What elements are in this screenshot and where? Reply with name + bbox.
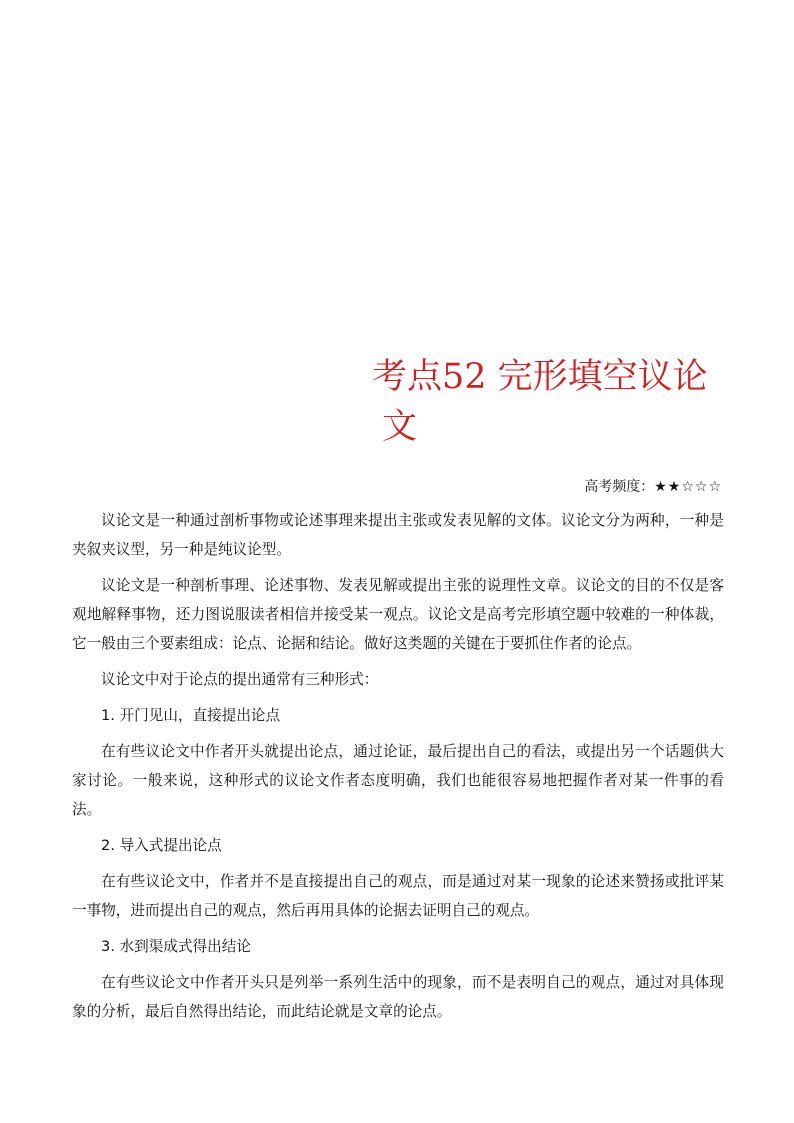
section-heading: 1. 开门见山，直接提出论点	[101, 707, 281, 724]
paragraph: 议论文中对于论点的提出通常有三种形式：	[101, 671, 379, 688]
section-heading: 3. 水到渠成式得出结论	[101, 938, 251, 955]
frequency-stars: ★★☆☆☆	[654, 479, 722, 495]
paragraph: 在有些议论文中作者开头就提出论点，通过论证，最后提出自己的看法，或提出另一个话题供大家讨论。一般来说，这种形式的议论文作者态度明确，我们也能很容易地把握作者对某一件事的看法。	[72, 743, 724, 818]
paragraph: 在有些议论文中，作者并不是直接提出自己的观点，而是通过对某一现象的论述来赞扬或批评某一事物，进而提出自己的观点，然后再用具体的论据去证明自己的观点。	[72, 873, 724, 919]
title-line-2: 文	[382, 407, 418, 447]
body-text	[72, 506, 724, 1033]
title-line-1: 考点52 完形填空议论	[372, 357, 708, 397]
paragraph: 议论文是一种剖析事理、论述事物、发表见解或提出主张的说理性文章。议论文的目的不仅是客观地解释事物，还力图说服读者相信并接受某一观点。议论文是高考完形填空题中较难的一种体裁，它一般由三个要素组成：论点、论据和结论。做好这类题的关键在于要抓住作者的论点。	[72, 577, 724, 652]
section-heading: 2. 导入式提出论点	[101, 837, 222, 854]
page-title	[372, 352, 732, 452]
frequency-label: 高考频度：	[584, 479, 655, 495]
paragraph: 议论文是一种通过剖析事物或论述事理来提出主张或发表见解的文体。议论文分为两种，一种是夹叙夹议型，另一种是纯议论型。	[72, 512, 724, 558]
exam-frequency	[584, 476, 722, 496]
paragraph: 在有些议论文中作者开头只是列举一系列生活中的现象，而不是表明自己的观点，通过对具体现象的分析，最后自然得出结论，而此结论就是文章的论点。	[72, 974, 724, 1020]
